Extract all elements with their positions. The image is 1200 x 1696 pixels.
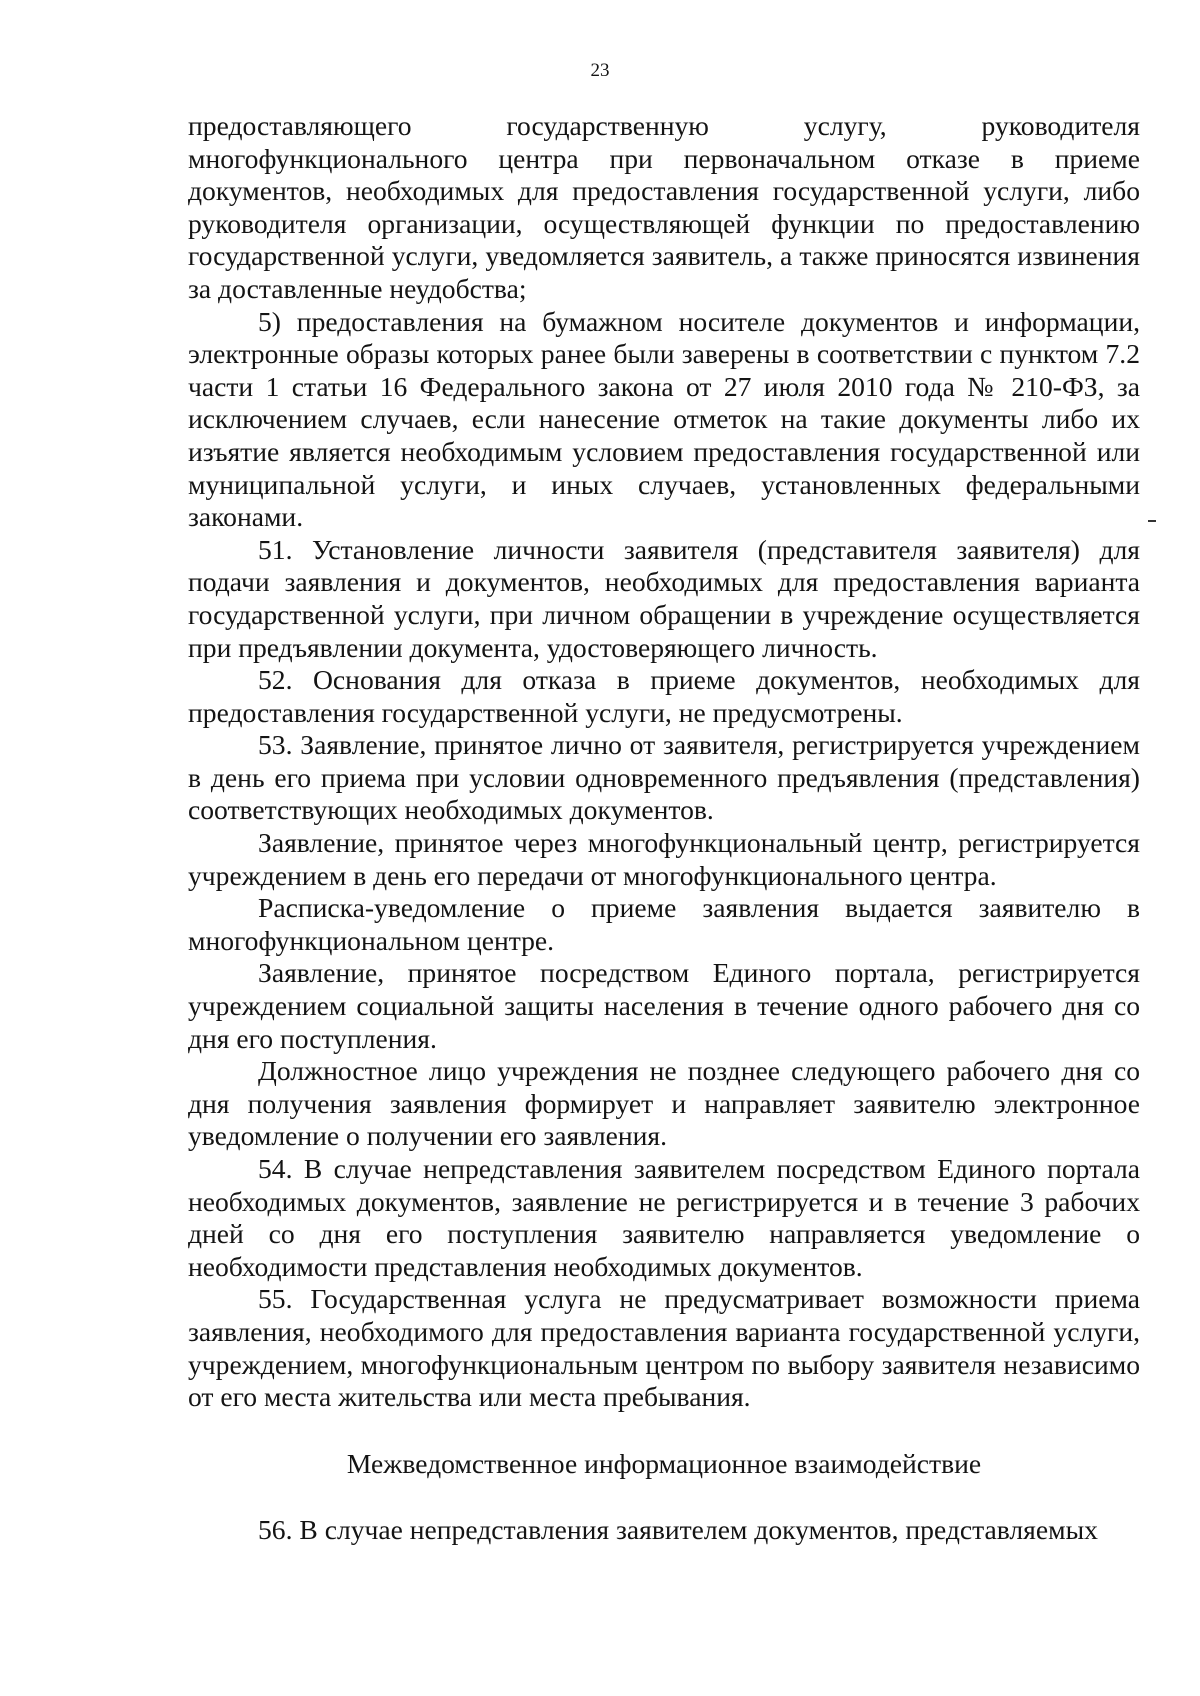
- paragraph-55: 55. Государственная услуга не предусматривает возможности приема заявления, необходимого для предоставления варианта государственной услуги, учреждением, многофункциональным центром по выбору заявителя независимо от его места жительства или места пребывания.: [188, 1283, 1140, 1413]
- paragraph-56: 56. В случае непредставления заявителем документов, представляемых: [258, 1514, 1098, 1546]
- paragraph-53-mfc: Заявление, принятое через многофункциональный центр, регистрируется учреждением в день его передачи от многофункционального центра.: [188, 827, 1140, 891]
- paragraph-53-notification: Должностное лицо учреждения не позднее следующего рабочего дня со дня получения заявления формирует и направляет заявителю электронное уведомление о получении его заявления.: [188, 1055, 1140, 1152]
- paragraph-continuation: предоставляющего государственную услугу, руководителя многофункционального центра при первоначальном отказе в приеме документов, необходимых для предоставления государственной услуги, либо руководителя организации, осуществляющей функции по предоставлению государственной услуги, уведомляется заявитель, а также приносятся извинения за доставленные неудобства;: [188, 110, 1140, 304]
- margin-mark: [1148, 520, 1156, 522]
- paragraph-53-portal: Заявление, принятое посредством Единого портала, регистрируется учреждением социальной защиты населения в течение одного рабочего дня со дня его поступления.: [188, 957, 1140, 1054]
- paragraph-54: 54. В случае непредставления заявителем посредством Единого портала необходимых документов, заявление не регистрируется и в течение 3 рабочих дней со дня его поступления заявителю направляется уведомление о необходимости представления необходимых документов.: [188, 1153, 1140, 1282]
- paragraph-item-5: 5) предоставления на бумажном носителе документов и информации, электронные образы которых ранее были заверены в соответствии с пунктом 7.2 части 1 статьи 16 Федерального закона от 27 июля 2010 года № 210-ФЗ, за исключением случаев, если нанесение отметок на такие документы либо их изъятие является необходимым условием предоставления государственной или муниципальной услуги, и иных случаев, установленных федеральными законами.: [188, 305, 1140, 533]
- paragraph-53-receipt: Расписка-уведомление о приеме заявления выдается заявителю в многофункциональном центре.: [188, 892, 1140, 956]
- paragraph-51: 51. Установление личности заявителя (представителя заявителя) для подачи заявления и документов, необходимых для предоставления варианта государственной услуги, при личном обращении в учреждение осуществляется при предъявлении документа, удостоверяющего личность.: [188, 533, 1140, 663]
- document-body: [188, 110, 1140, 1547]
- paragraph-53: 53. Заявление, принятое лично от заявителя, регистрируется учреждением в день его приема при условии одновременного предъявления (представления) соответствующих необходимых документов.: [188, 729, 1140, 826]
- page-number: 23: [590, 60, 610, 81]
- paragraph-52: 52. Основания для отказа в приеме документов, необходимых для предоставления государственной услуги, не предусмотрены.: [188, 664, 1140, 728]
- section-heading: Межведомственное информационное взаимодействие: [346, 1447, 982, 1479]
